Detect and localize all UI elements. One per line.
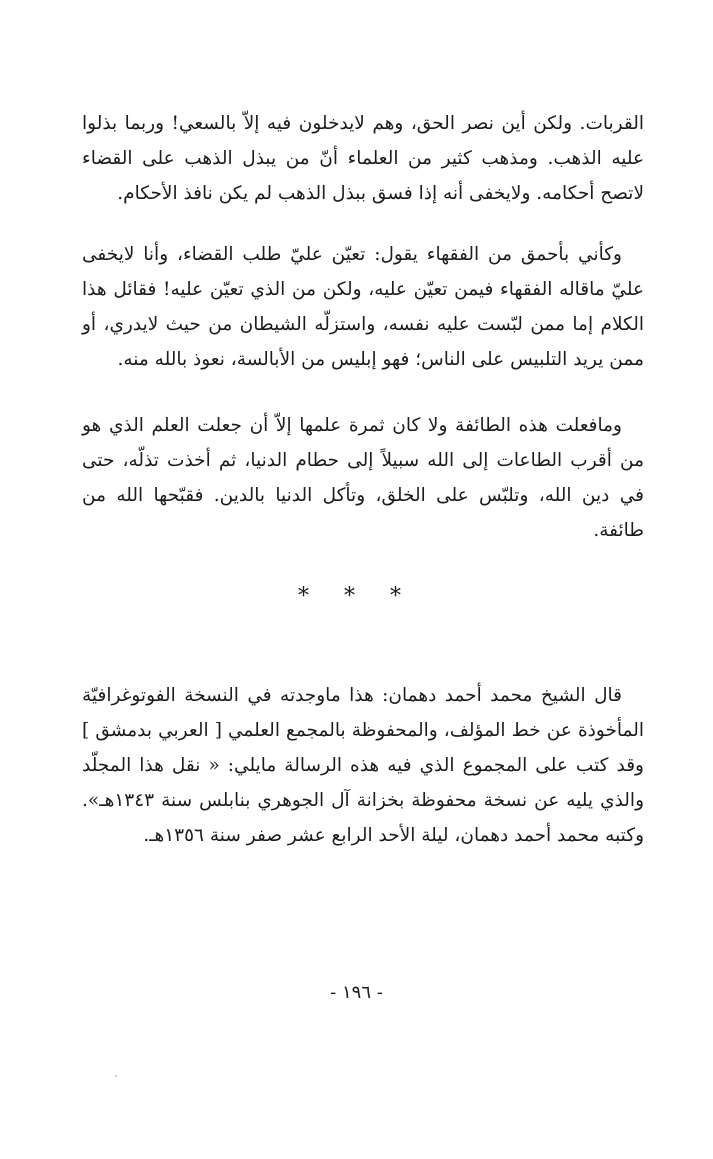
scan-speck: [115, 1075, 117, 1077]
page-number: - ١٩٦ -: [330, 982, 383, 1003]
paragraph-1: القربات. ولكن أين نصر الحق، وهم لايدخلون فيه إلاّ بالسعي! وربما بذلوا عليه الذهب. ومذهب كثير من العلماء أنّ من يبذل الذهب على القضاء لاتصح أحكامه. ولايخفى أنه إذا فسق ببذل الذهب لم يكن نافذ الأحكام.: [82, 113, 644, 204]
paragraph-2: وكأني بأحمق من الفقهاء يقول: تعيّن عليّ طلب القضاء، وأنا لايخفى عليّ ماقاله الفقهاء فيمن تعيّن عليه، ولكن من الذي تعيّن عليه! فقائل هذا الكلام إما ممن لبّست عليه نفسه، واستزلّه الشيطان من حيث لايدري، أو ممن يريد التلبيس على الناس؛ فهو إبليس من الأبالسة، نعوذ بالله منه.: [82, 244, 644, 370]
paragraph-4: قال الشيخ محمد أحمد دهمان: هذا ماوجدته في النسخة الفوتوغرافيّة المأخوذة عن خط المؤلف، والمحفوظة بالمجمع العلمي [ العربي بدمشق ] وقد كتب على المجموع الذي فيه هذه الرسالة مايلي: « نقل هذا المجلّد والذي يليه عن نسخة محفوظة بخزانة آل الجوهري بنابلس سنة ١٣٤٣هـ». وكتبه محمد أحمد دهمان، ليلة الأحد الرابع عشر صفر سنة ١٣٥٦هـ.: [82, 685, 644, 846]
section-separator: * * *: [298, 584, 415, 609]
paragraph-3: ومافعلت هذه الطائفة ولا كان ثمرة علمها إلاّ أن جعلت العلم الذي هو من أقرب الطاعات إلى الله سبيلاً إلى حطام الدنيا، ثم أخذت تذلّه، حتى في دين الله، وتلبّس على الخلق، وتأكل الدنيا بالدين. فقبّحها الله من طائفة.: [82, 415, 644, 541]
